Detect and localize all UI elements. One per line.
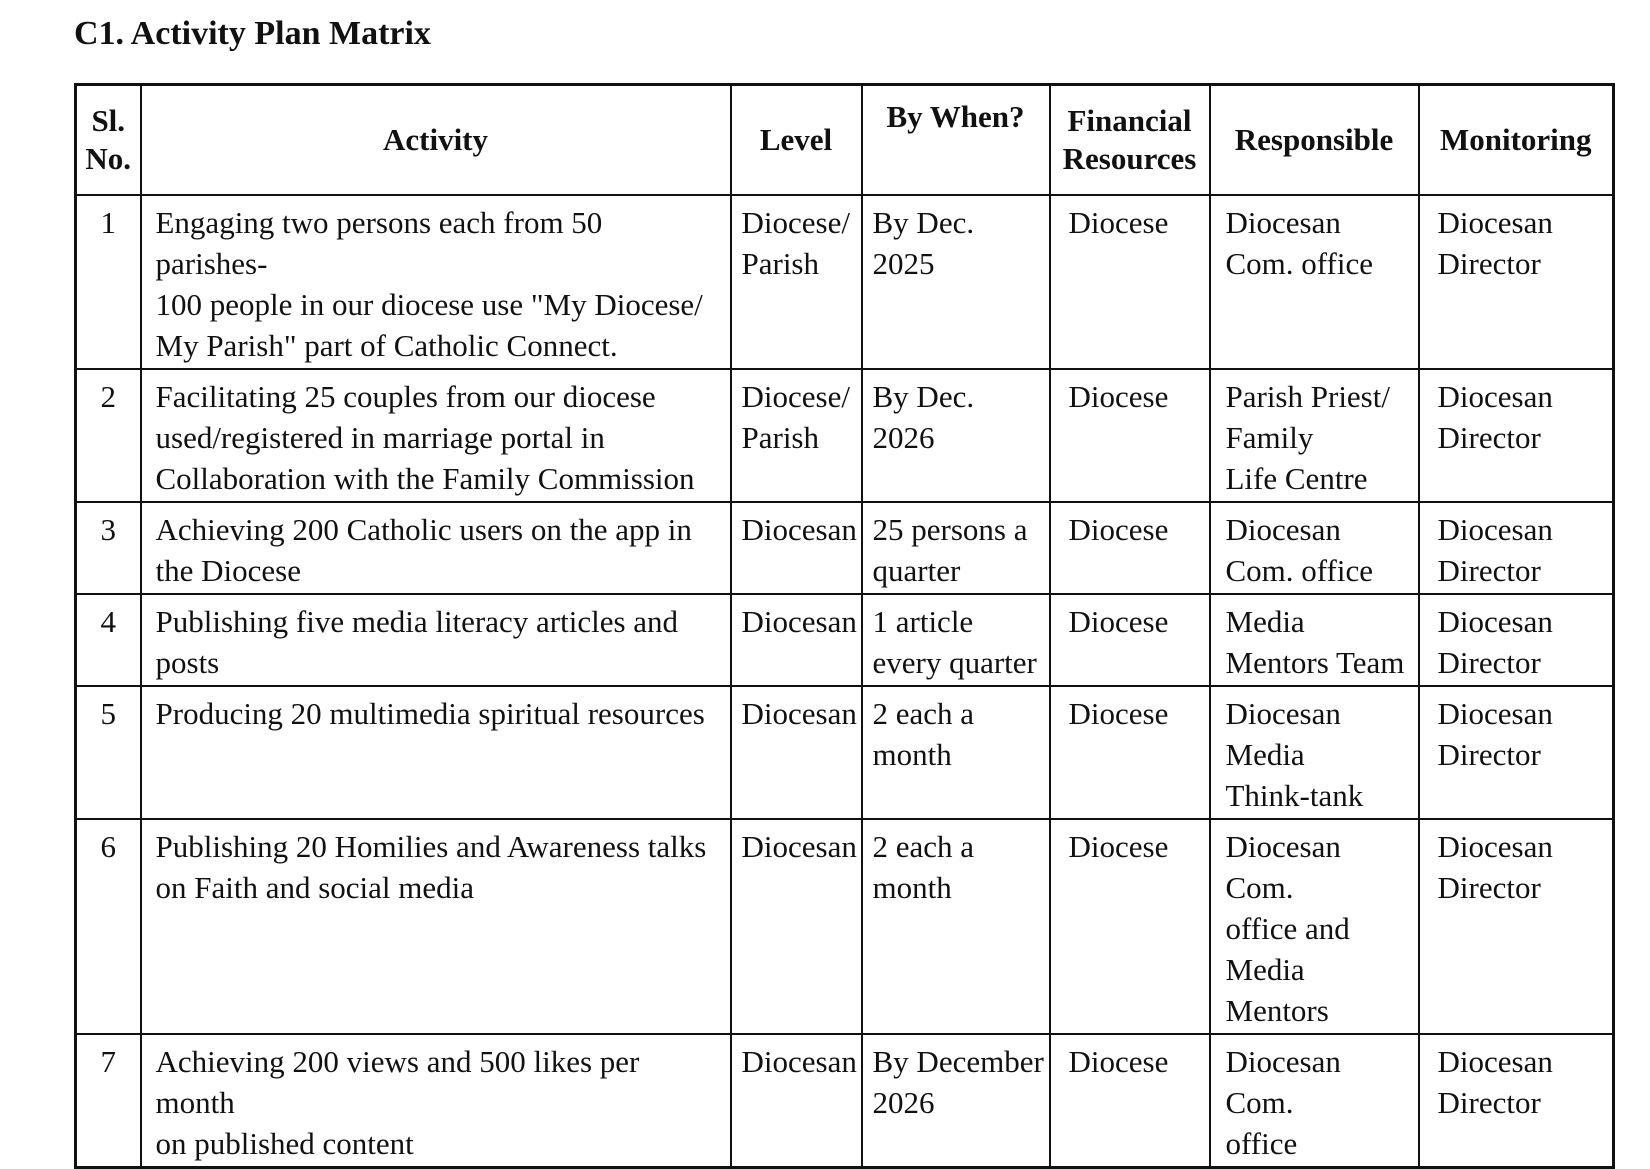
cell-responsible: Diocesan Com. office — [1210, 502, 1419, 594]
cell-responsible: Media Mentors Team — [1210, 594, 1419, 686]
header-monitoring: Monitoring — [1419, 85, 1614, 196]
cell-monitoring: Diocesan Director — [1419, 594, 1614, 686]
table-row — [76, 195, 1614, 369]
table-row — [76, 369, 1614, 502]
cell-activity: Facilitating 25 couples from our diocese used/registered in marriage portal in Collaboration with the Family Commission — [141, 369, 731, 502]
cell-responsible: Diocesan Com. office — [1210, 195, 1419, 369]
table-row — [76, 502, 1614, 594]
cell-by-when: 2 each a month — [862, 819, 1050, 1034]
cell-by-when: 1 article every quarter — [862, 594, 1050, 686]
cell-level: Diocese/ Parish — [731, 369, 862, 502]
cell-sl-no: 2 — [76, 369, 141, 502]
cell-sl-no: 1 — [76, 195, 141, 369]
cell-level: Diocese/ Parish — [731, 195, 862, 369]
cell-sl-no: 4 — [76, 594, 141, 686]
cell-monitoring: Diocesan Director — [1419, 369, 1614, 502]
header-responsible: Responsible — [1210, 85, 1419, 196]
cell-monitoring: Diocesan Director — [1419, 195, 1614, 369]
cell-monitoring: Diocesan Director — [1419, 686, 1614, 819]
cell-by-when: By Dec. 2026 — [862, 369, 1050, 502]
cell-activity: Producing 20 multimedia spiritual resources — [141, 686, 731, 819]
table-row — [76, 686, 1614, 819]
cell-monitoring: Diocesan Director — [1419, 502, 1614, 594]
cell-monitoring: Diocesan Director — [1419, 1034, 1614, 1168]
table-row — [76, 819, 1614, 1034]
cell-responsible: Diocesan Media Think-tank — [1210, 686, 1419, 819]
table-row — [76, 594, 1614, 686]
cell-by-when: By December 2026 — [862, 1034, 1050, 1168]
cell-financial: Diocese — [1050, 195, 1210, 369]
header-level: Level — [731, 85, 862, 196]
cell-financial: Diocese — [1050, 502, 1210, 594]
cell-activity: Achieving 200 Catholic users on the app in the Diocese — [141, 502, 731, 594]
cell-monitoring: Diocesan Director — [1419, 819, 1614, 1034]
cell-level: Diocesan — [731, 502, 862, 594]
cell-sl-no: 7 — [76, 1034, 141, 1168]
cell-by-when: 2 each a month — [862, 686, 1050, 819]
cell-financial: Diocese — [1050, 594, 1210, 686]
cell-financial: Diocese — [1050, 1034, 1210, 1168]
cell-responsible: Diocesan Com. office and Media Mentors — [1210, 819, 1419, 1034]
cell-financial: Diocese — [1050, 819, 1210, 1034]
page-title: C1. Activity Plan Matrix — [74, 15, 431, 52]
header-sl-no: Sl. No. — [76, 85, 141, 196]
cell-level: Diocesan — [731, 819, 862, 1034]
cell-sl-no: 5 — [76, 686, 141, 819]
header-activity: Activity — [141, 85, 731, 196]
cell-level: Diocesan — [731, 1034, 862, 1168]
cell-financial: Diocese — [1050, 369, 1210, 502]
cell-activity: Publishing five media literacy articles and posts — [141, 594, 731, 686]
cell-responsible: Parish Priest/ Family Life Centre — [1210, 369, 1419, 502]
cell-activity: Achieving 200 views and 500 likes per month on published content — [141, 1034, 731, 1168]
cell-activity: Engaging two persons each from 50 parishes- 100 people in our diocese use "My Diocese/ My Parish" part of Catholic Connect. — [141, 195, 731, 369]
cell-activity: Publishing 20 Homilies and Awareness talks on Faith and social media — [141, 819, 731, 1034]
table-row — [76, 1034, 1614, 1168]
cell-sl-no: 3 — [76, 502, 141, 594]
cell-sl-no: 6 — [76, 819, 141, 1034]
cell-level: Diocesan — [731, 594, 862, 686]
header-financial-resources: Financial Resources — [1050, 85, 1210, 196]
cell-by-when: By Dec. 2025 — [862, 195, 1050, 369]
cell-financial: Diocese — [1050, 686, 1210, 819]
cell-by-when: 25 persons a quarter — [862, 502, 1050, 594]
header-by-when: By When? — [862, 85, 1050, 196]
cell-responsible: Diocesan Com. office — [1210, 1034, 1419, 1168]
activity-plan-table — [74, 83, 1615, 1169]
cell-level: Diocesan — [731, 686, 862, 819]
table-header-row — [76, 85, 1614, 196]
